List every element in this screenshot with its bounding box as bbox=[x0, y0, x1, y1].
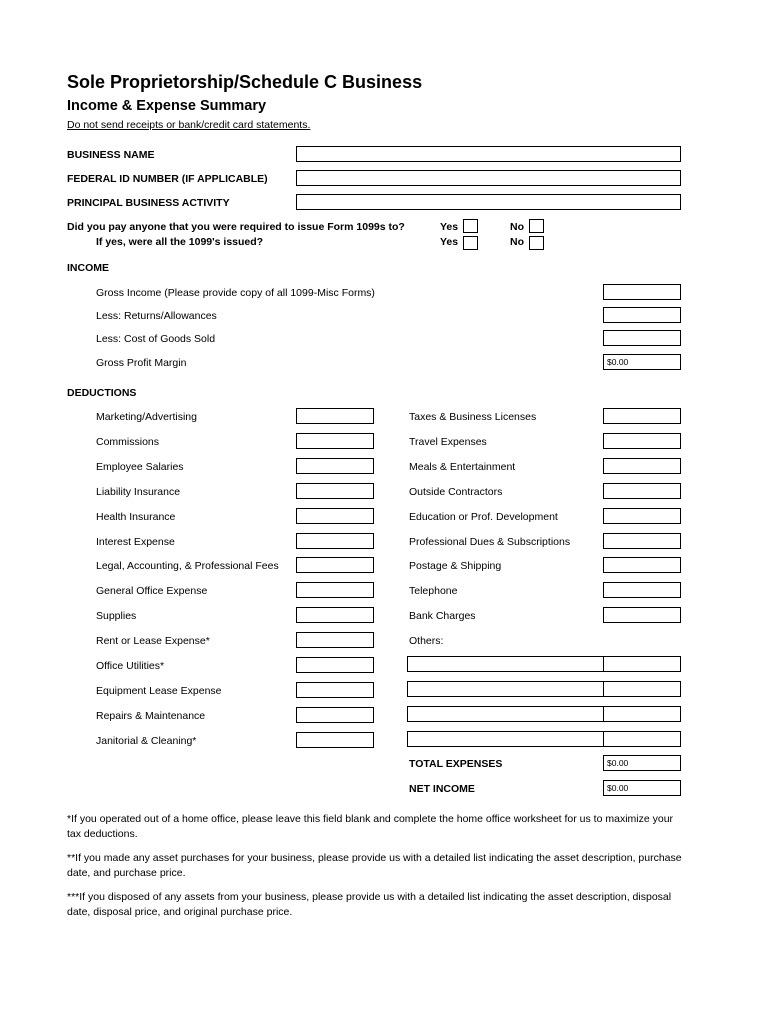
deduction-right-field[interactable] bbox=[603, 533, 681, 549]
others-amount-field-4[interactable] bbox=[603, 731, 681, 747]
total-expenses-label: TOTAL EXPENSES bbox=[409, 758, 503, 770]
net-income-field[interactable] bbox=[603, 780, 681, 796]
net-income-label: NET INCOME bbox=[409, 783, 475, 795]
others-description-field-2[interactable] bbox=[407, 681, 604, 697]
deduction-right-label: Others: bbox=[409, 635, 444, 647]
deduction-right-label: Professional Dues & Subscriptions bbox=[409, 536, 571, 548]
deduction-right-field[interactable] bbox=[603, 557, 681, 573]
deduction-left-label: Supplies bbox=[96, 610, 137, 622]
receipts-note: Do not send receipts or bank/credit card statements. bbox=[67, 119, 311, 131]
gross-profit-value: $0.00 bbox=[607, 357, 629, 367]
deduction-right-field[interactable] bbox=[603, 607, 681, 623]
deduction-left-field[interactable] bbox=[296, 533, 374, 549]
deduction-left-field[interactable] bbox=[296, 632, 374, 648]
gross-income-field[interactable] bbox=[603, 284, 681, 300]
business-name-label: BUSINESS NAME bbox=[67, 149, 155, 161]
deduction-left-field[interactable] bbox=[296, 732, 374, 748]
deduction-left-label: Office Utilities* bbox=[96, 660, 165, 672]
federal-id-field[interactable] bbox=[296, 170, 681, 186]
federal-id-label: FEDERAL ID NUMBER (IF APPLICABLE) bbox=[67, 173, 268, 185]
form1099-yes-checkbox[interactable] bbox=[463, 219, 478, 233]
issued-no-label: No bbox=[510, 236, 524, 248]
deduction-left-field[interactable] bbox=[296, 557, 374, 573]
form-subtitle: Income & Expense Summary bbox=[67, 98, 267, 114]
business-name-field[interactable] bbox=[296, 146, 681, 162]
business-activity-label: PRINCIPAL BUSINESS ACTIVITY bbox=[67, 197, 230, 209]
others-amount-field-3[interactable] bbox=[603, 706, 681, 722]
deduction-left-label: Janitorial & Cleaning* bbox=[96, 735, 197, 747]
footnote-home-office: *If you operated out of a home office, please leave this field blank and complete the home office worksheet for us to maximize your tax deductions. bbox=[67, 813, 674, 840]
deduction-left-field[interactable] bbox=[296, 433, 374, 449]
deduction-left-label: Health Insurance bbox=[96, 511, 176, 523]
deduction-left-label: General Office Expense bbox=[96, 585, 208, 597]
deduction-left-label: Marketing/Advertising bbox=[96, 411, 197, 423]
deduction-left-field[interactable] bbox=[296, 408, 374, 424]
deduction-left-label: Employee Salaries bbox=[96, 461, 184, 473]
deduction-left-field[interactable] bbox=[296, 607, 374, 623]
total-expenses-field[interactable] bbox=[603, 755, 681, 771]
form1099-no-label: No bbox=[510, 221, 524, 233]
issued-yes-label: Yes bbox=[440, 236, 459, 248]
form1099-no-checkbox[interactable] bbox=[529, 219, 544, 233]
deduction-left-field[interactable] bbox=[296, 458, 374, 474]
issued-no-checkbox[interactable] bbox=[529, 236, 544, 250]
deduction-left-label: Commissions bbox=[96, 436, 160, 448]
form1099-question: Did you pay anyone that you were required to issue Form 1099s to? bbox=[67, 221, 405, 233]
deduction-left-field[interactable] bbox=[296, 682, 374, 698]
deduction-left-field[interactable] bbox=[296, 707, 374, 723]
deduction-left-field[interactable] bbox=[296, 657, 374, 673]
deduction-right-label: Taxes & Business Licenses bbox=[409, 411, 537, 423]
returns-label: Less: Returns/Allowances bbox=[96, 310, 217, 322]
others-description-field-1[interactable] bbox=[407, 656, 604, 672]
form1099-yes-label: Yes bbox=[440, 221, 459, 233]
total-expenses-value: $0.00 bbox=[607, 758, 629, 768]
footnote-asset-purchases: **If you made any asset purchases for your business, please provide us with a detailed list indicating the asset description, purchase date, and purchase price. bbox=[67, 852, 682, 879]
deduction-left-field[interactable] bbox=[296, 508, 374, 524]
deduction-right-field[interactable] bbox=[603, 508, 681, 524]
gross-profit-label: Gross Profit Margin bbox=[96, 357, 187, 369]
deduction-right-field[interactable] bbox=[603, 458, 681, 474]
footnote-asset-disposals: ***If you disposed of any assets from your business, please provide us with a detailed list indicating the asset description, disposal date, disposal price, and original purchase price. bbox=[67, 891, 672, 918]
gross-income-label: Gross Income (Please provide copy of all 1099-Misc Forms) bbox=[96, 287, 375, 299]
deduction-right-label: Bank Charges bbox=[409, 610, 476, 622]
deduction-left-field[interactable] bbox=[296, 483, 374, 499]
form1099-issued-question: If yes, were all the 1099's issued? bbox=[96, 236, 264, 248]
business-activity-field[interactable] bbox=[296, 194, 681, 210]
deduction-right-label: Telephone bbox=[409, 585, 458, 597]
deduction-left-label: Repairs & Maintenance bbox=[96, 710, 206, 722]
deduction-right-label: Postage & Shipping bbox=[409, 560, 502, 572]
others-amount-field-2[interactable] bbox=[603, 681, 681, 697]
net-income-value: $0.00 bbox=[607, 783, 629, 793]
deduction-left-label: Legal, Accounting, & Professional Fees bbox=[96, 560, 279, 572]
deductions-heading: DEDUCTIONS bbox=[67, 387, 137, 399]
deduction-right-field[interactable] bbox=[603, 433, 681, 449]
deduction-right-field[interactable] bbox=[603, 483, 681, 499]
returns-field[interactable] bbox=[603, 307, 681, 323]
cogs-label: Less: Cost of Goods Sold bbox=[96, 333, 216, 345]
cogs-field[interactable] bbox=[603, 330, 681, 346]
deduction-right-field[interactable] bbox=[603, 408, 681, 424]
deduction-right-field[interactable] bbox=[603, 582, 681, 598]
others-description-field-3[interactable] bbox=[407, 706, 604, 722]
others-description-field-4[interactable] bbox=[407, 731, 604, 747]
issued-yes-checkbox[interactable] bbox=[463, 236, 478, 250]
income-heading: INCOME bbox=[67, 262, 109, 274]
deduction-left-label: Equipment Lease Expense bbox=[96, 685, 222, 697]
deduction-left-label: Interest Expense bbox=[96, 536, 175, 548]
gross-profit-field[interactable] bbox=[603, 354, 681, 370]
deduction-right-label: Meals & Entertainment bbox=[409, 461, 516, 473]
others-amount-field-1[interactable] bbox=[603, 656, 681, 672]
deduction-left-field[interactable] bbox=[296, 582, 374, 598]
form-title: Sole Proprietorship/Schedule C Business bbox=[67, 72, 423, 92]
deduction-left-label: Liability Insurance bbox=[96, 486, 181, 498]
deduction-right-label: Travel Expenses bbox=[409, 436, 487, 448]
deduction-left-label: Rent or Lease Expense* bbox=[96, 635, 210, 647]
deduction-right-label: Education or Prof. Development bbox=[409, 511, 558, 523]
deduction-right-label: Outside Contractors bbox=[409, 486, 503, 498]
